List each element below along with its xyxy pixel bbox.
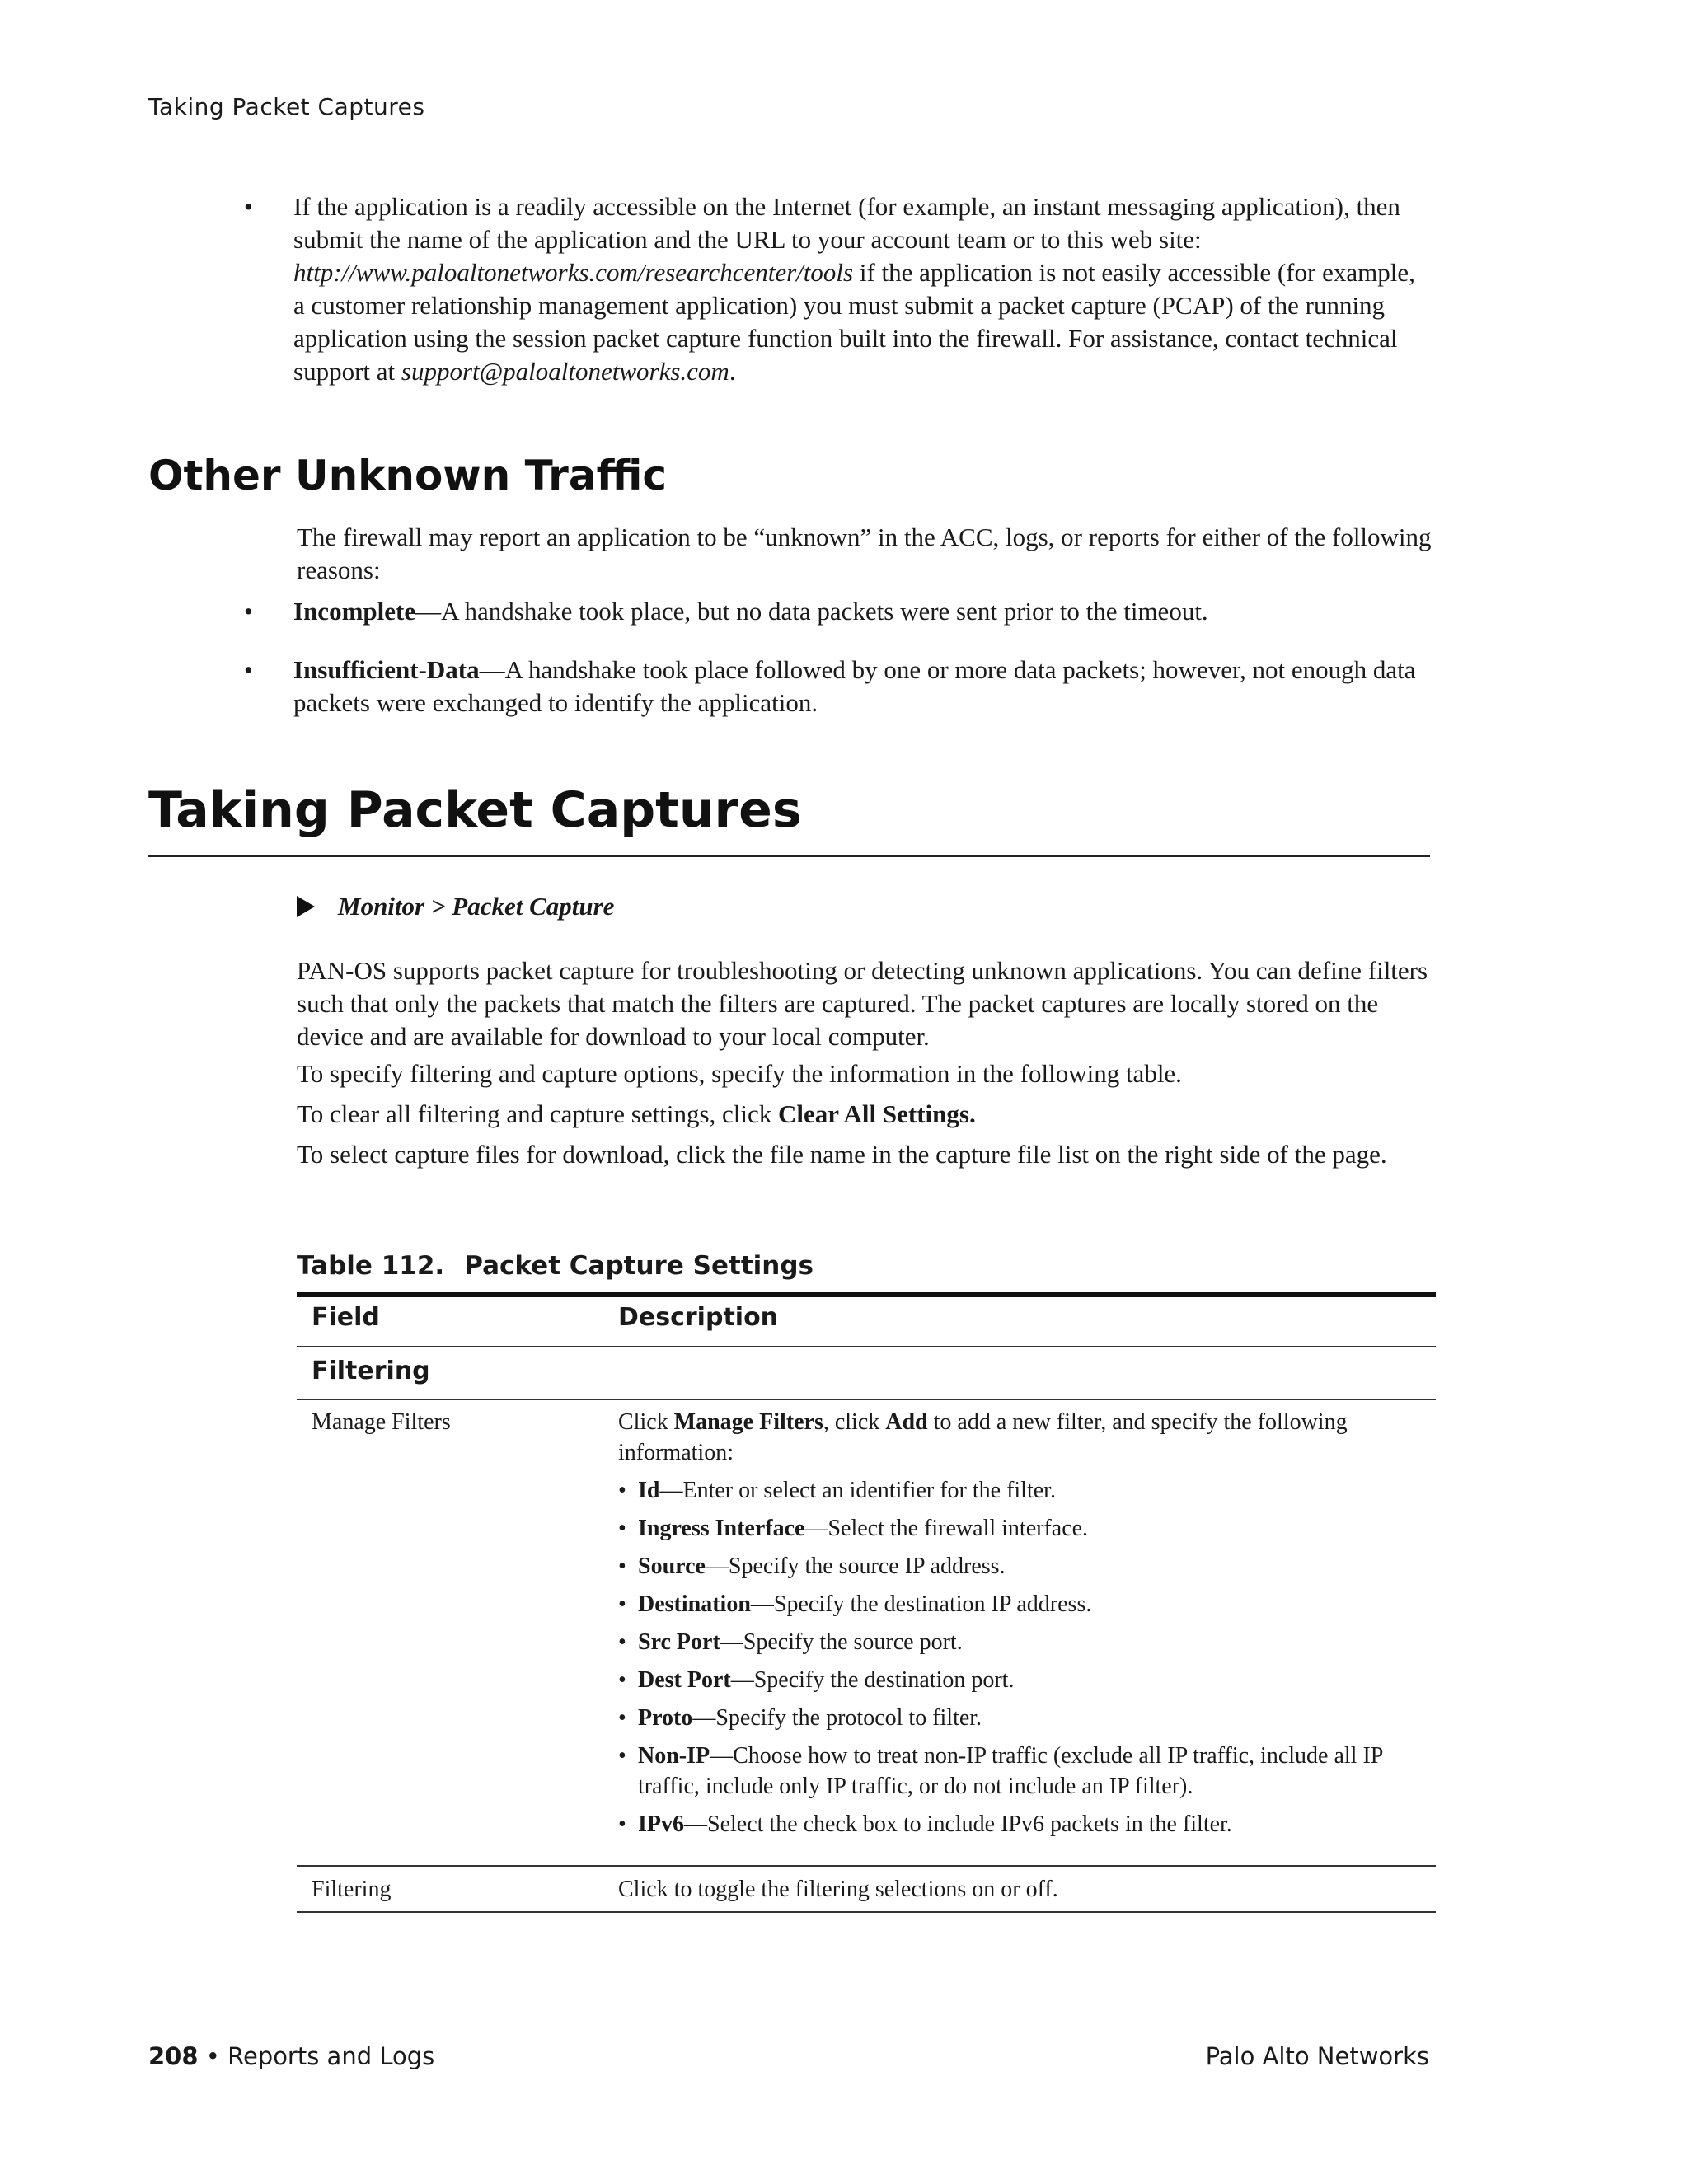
table-number: Table 112. <box>297 1251 445 1281</box>
footer-left: 208 • Reports and Logs <box>148 2042 435 2070</box>
table-rule <box>297 1399 1436 1400</box>
clear-all-settings-label: Clear All Settings. <box>778 1099 976 1128</box>
row-field-filtering: Filtering <box>312 1877 392 1902</box>
table-top-rule <box>297 1292 1436 1297</box>
filter-option-item: • Non-IP—Choose how to treat non-IP traffic (exclude all IP traffic, include all IP traffic, include only IP traffic, or do not include an IP filter). <box>618 1743 1383 1799</box>
other-unknown-intro: The firewall may report an application to be “unknown” in the ACC, logs, or reports for either of the following reasons: <box>297 523 1432 584</box>
reason-item: • Insufficient-Data—A handshake took place followed by one or more data packets; however, not enough data packets were exchanged to identify the application. <box>244 655 1416 717</box>
filter-option-item: • Source—Specify the source IP address. <box>618 1554 1006 1579</box>
arrow-right-icon <box>297 896 315 917</box>
reason-text: —A handshake took place, but no data packets were sent prior to the timeout. <box>415 597 1208 626</box>
reason-text: —A handshake took place followed by one or more data packets; however, not enough data packets were exchanged to identify the application. <box>293 655 1416 717</box>
reason-item: • Incomplete—A handshake took place, but no data packets were sent prior to the timeout. <box>244 597 1208 626</box>
bullet-text: . <box>729 357 736 386</box>
table-rule <box>297 1865 1436 1867</box>
taking-para-4: To select capture files for download, click the file name in the capture file list on the right side of the page. <box>297 1140 1387 1169</box>
footer-company: Palo Alto Networks <box>1205 2042 1429 2070</box>
row-desc-manage-filters: Click Manage Filters, click Add to add a new filter, and specify the following information: <box>618 1409 1348 1465</box>
row-desc-filtering: Click to toggle the filtering selections on or off. <box>618 1877 1058 1902</box>
intro-bullet <box>244 190 1431 388</box>
filter-option-item: • Dest Port—Specify the destination port. <box>618 1667 1015 1693</box>
filter-option-item: • Proto—Specify the protocol to filter. <box>618 1705 982 1731</box>
table-title-text: Packet Capture Settings <box>464 1251 814 1281</box>
bullet-text: If the application is a readily accessible on the Internet (for example, an instant messaging application), then submit the name of the application and the URL to your account team or to this web site: <box>293 192 1400 254</box>
table-bottom-rule <box>297 1911 1436 1913</box>
taking-captures-heading: Taking Packet Captures <box>148 781 802 839</box>
taking-para-3: To clear all filtering and capture settings, click Clear All Settings. <box>297 1099 976 1128</box>
support-email-link[interactable]: support@paloaltonetworks.com <box>401 357 729 386</box>
filter-option-item: • Src Port—Specify the source port. <box>618 1629 963 1655</box>
row-field-manage-filters: Manage Filters <box>312 1409 451 1435</box>
filter-option-item: • Destination—Specify the destination IP address. <box>618 1591 1092 1617</box>
tools-link[interactable]: http://www.paloaltonetworks.com/researchcenter/tools <box>293 258 854 287</box>
taking-para-2: To specify filtering and capture options, specify the information in the following table. <box>297 1059 1182 1088</box>
nav-path-text: Monitor > Packet Capture <box>338 892 615 921</box>
page-number: 208 <box>148 2042 199 2070</box>
filter-option-item: • Id—Enter or select an identifier for the filter. <box>618 1478 1056 1503</box>
filter-option-item: • Ingress Interface—Select the firewall interface. <box>618 1516 1089 1541</box>
col-header-field: Field <box>312 1303 380 1332</box>
nav-path <box>297 892 614 921</box>
heading-rule <box>148 855 1430 857</box>
bullet-dot: • <box>244 192 253 221</box>
other-unknown-heading: Other Unknown Traffic <box>148 452 667 499</box>
table-group-label: Filtering <box>312 1357 430 1385</box>
filter-option-item: • IPv6—Select the check box to include IPv6 packets in the filter. <box>618 1811 1232 1837</box>
taking-para-1: PAN-OS supports packet capture for troubleshooting or detecting unknown applications. You can define filters such that only the packets that match the filters are captured. The packet captures are locally stored on the device and are available for download to your local computer. <box>297 956 1428 1051</box>
table-title <box>297 1251 814 1281</box>
col-header-description: Description <box>618 1303 779 1332</box>
reason-term: Insufficient-Data <box>293 655 480 684</box>
bullet-text: if the application is not easily accessible (for example, a customer relationship management application) you must submit a packet capture (PCAP) of the running application using the session packet capture function built into the firewall. For assistance, contact technical support at <box>293 258 1415 386</box>
footer-section: Reports and Logs <box>227 2042 435 2070</box>
reason-term: Incomplete <box>293 597 416 626</box>
table-rule <box>297 1346 1436 1347</box>
running-header: Taking Packet Captures <box>148 93 425 120</box>
